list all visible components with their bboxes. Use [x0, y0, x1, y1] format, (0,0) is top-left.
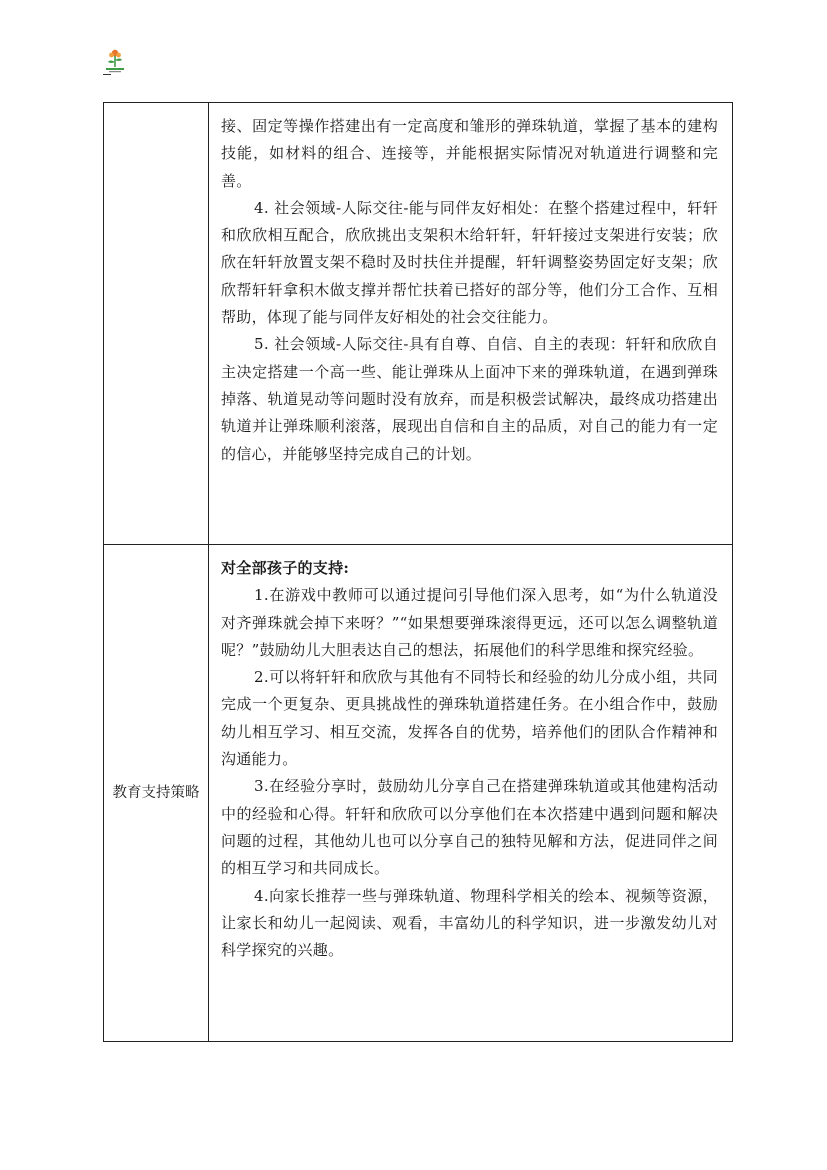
row-label-cell [104, 545, 209, 1042]
header-underline-mark [103, 74, 111, 75]
strategy-heading: 对全部孩子的支持: [221, 559, 350, 577]
observation-record-table [103, 102, 733, 1042]
analysis-paragraph: 5. 社会领域-人际交往-具有自尊、自信、自主的表现：轩轩和欣欣自主决定搭建一个高一些、能让弹珠从上面冲下来的弹珠轨道，在遇到弹珠掉落、轨道晃动等问题时没有放弃，而是积极尝试解决，最终成功搭建出轨道并让弹珠顺利滚落，展现出自信和自主的品质，对自己的能力有一定的信心，并能够坚持完成自己的计划。 [221, 335, 718, 463]
analysis-paragraph: 4. 社会领域-人际交往-能与同伴友好相处：在整个搭建过程中，轩轩和欣欣相互配合，欣欣挑出支架积木给轩轩，轩轩接过支架进行安装；欣欣在轩轩放置支架不稳时及时扶住并提醒，轩轩调整姿势固定好支架；欣欣帮轩轩拿积木做支撑并帮忙扶着已搭好的部分等，他们分工合作、互相帮助，体现了能与同伴友好相处的社会交往能力。 [221, 198, 718, 327]
kindergarten-flower-logo-icon [104, 48, 126, 74]
table-row [104, 545, 733, 1042]
strategy-paragraph: 3.在经验分享时，鼓励幼儿分享自己在搭建弹珠轨道或其他建构活动中的经验和心得。轩轩和欣欣可以分享他们在本次搭建中遇到问题和解决问题的过程，其他幼儿也可以分享自己的独特见解和方法，促进同伴之间的相互学习和共同成长。 [221, 777, 718, 878]
strategy-label: 教育支持策略 [112, 784, 200, 801]
strategy-paragraph: 4.向家长推荐一些与弹珠轨道、物理科学相关的绘本、视频等资源，让家长和幼儿一起阅读、观看，丰富幼儿的科学知识，进一步激发幼儿对科学探究的兴趣。 [221, 886, 718, 960]
row-label-cell [104, 103, 209, 545]
analysis-content-cell [209, 103, 733, 545]
strategy-paragraph: 1.在游戏中教师可以通过提问引导他们深入思考，如“为什么轨道没对齐弹珠就会掉下来呀？”“如果想要弹珠滚得更远，还可以怎么调整轨道呢？”鼓励幼儿大胆表达自己的想法，拓展他们的科学思维和探究经验。 [221, 586, 718, 659]
strategy-content-cell [209, 545, 733, 1042]
strategy-paragraph: 2.可以将轩轩和欣欣与其他有不同特长和经验的幼儿分成小组，共同完成一个更复杂、更具挑战性的弹珠轨道搭建任务。在小组合作中，鼓励幼儿相互学习、相互交流，发挥各自的优势，培养他们的团队合作精神和沟通能力。 [221, 668, 718, 769]
analysis-paragraph: 接、固定等操作搭建出有一定高度和雏形的弹珠轨道，掌握了基本的建构技能，如材料的组合、连接等，并能根据实际情况对轨道进行调整和完善。 [221, 117, 718, 190]
table-row [104, 103, 733, 545]
